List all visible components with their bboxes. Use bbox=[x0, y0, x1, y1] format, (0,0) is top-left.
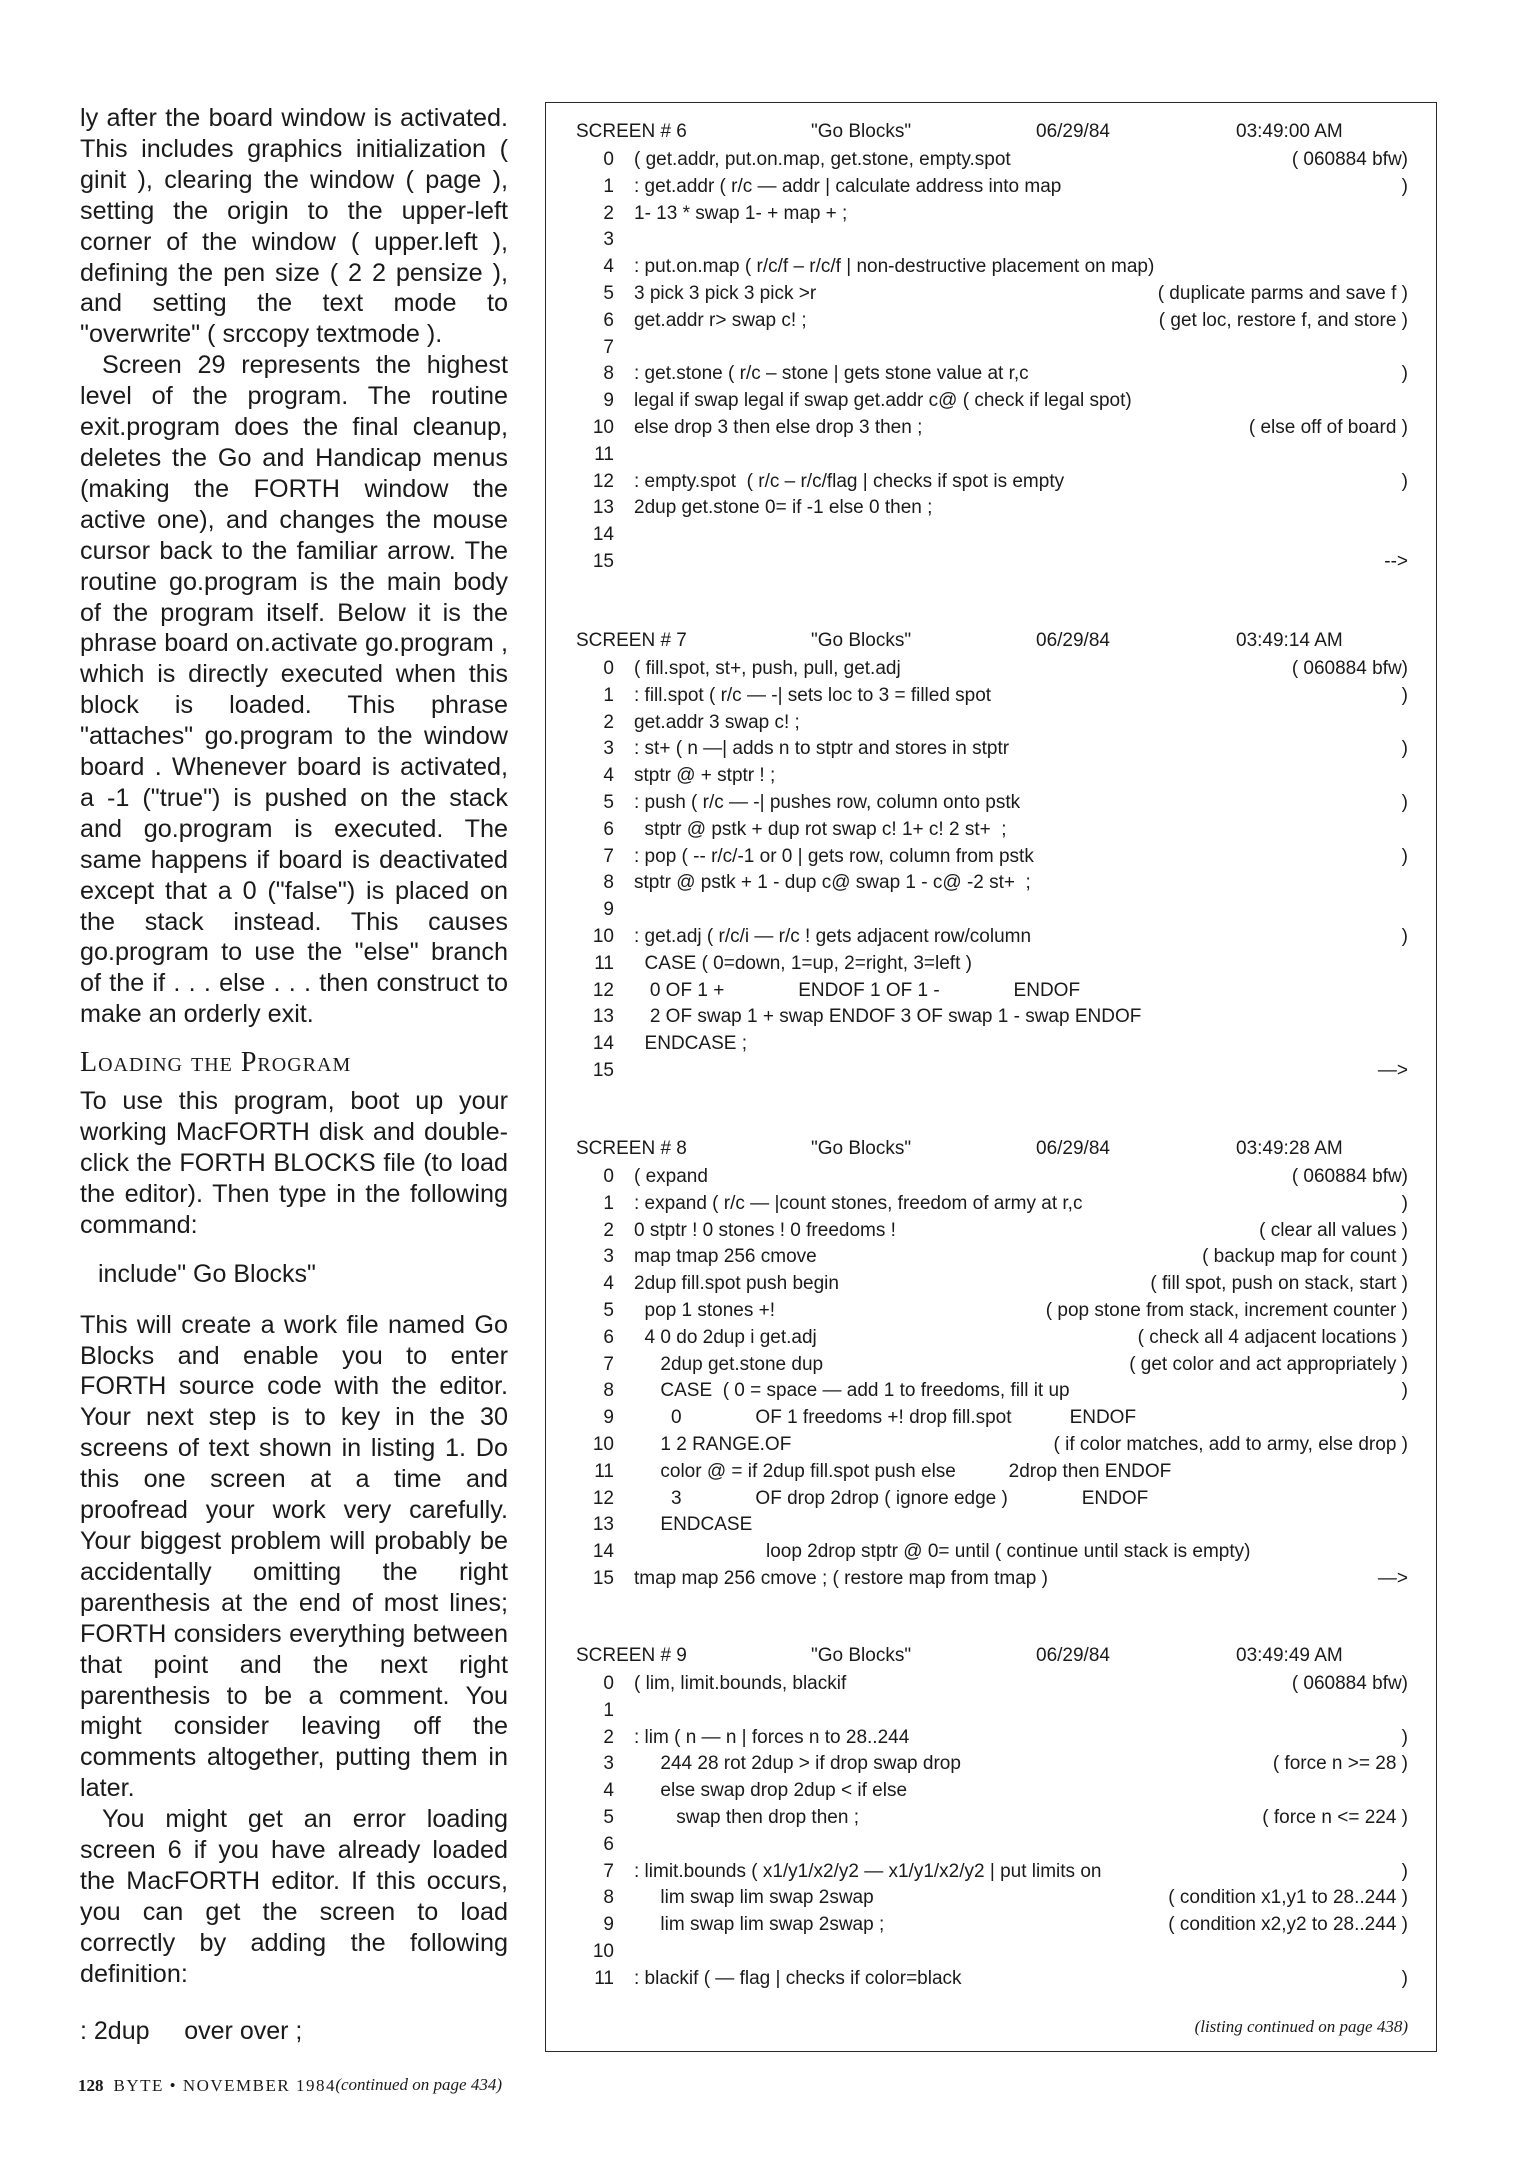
line-number: 0 bbox=[603, 658, 614, 679]
screen-number: SCREEN # 9 bbox=[576, 1645, 687, 1666]
command-example: include" Go Blocks" bbox=[98, 1259, 316, 1288]
line-number: 5 bbox=[603, 1299, 614, 1321]
line-number: 13 bbox=[592, 1514, 614, 1536]
line-number: 13 bbox=[592, 1006, 614, 1028]
code-text: CASE ( 0 = space — add 1 to freedoms, fill it up bbox=[634, 1380, 1070, 1402]
line-number: 0 bbox=[603, 1166, 614, 1187]
code-text: CASE ( 0=down, 1=up, 2=right, 3=left ) bbox=[634, 952, 972, 974]
code-comment: ( else off of board ) bbox=[1248, 416, 1408, 438]
code-line bbox=[576, 1539, 1416, 1566]
screen-number: SCREEN # 7 bbox=[576, 630, 687, 651]
code-comment: ) bbox=[1401, 684, 1408, 706]
code-comment: ( get loc, restore f, and store ) bbox=[1158, 309, 1408, 331]
code-text: get.addr r> swap c! ; bbox=[634, 309, 807, 331]
code-line bbox=[576, 388, 1416, 415]
screen-file: "Go Blocks" bbox=[811, 630, 912, 651]
code-line bbox=[576, 1939, 1416, 1966]
code-text: : st+ ( n —| adds n to stptr and stores in stptr bbox=[634, 738, 1010, 760]
code-line bbox=[576, 897, 1416, 924]
code-line bbox=[576, 1164, 1416, 1191]
code-text: 4 0 do 2dup i get.adj bbox=[634, 1326, 817, 1348]
code-text: tmap map 256 cmove ; ( restore map from tmap ) bbox=[634, 1567, 1048, 1589]
code-comment: ( pop stone from stack, increment counter ) bbox=[1045, 1299, 1408, 1321]
line-number: 11 bbox=[594, 952, 614, 974]
code-comment: ( 060884 bfw) bbox=[1291, 1673, 1408, 1694]
line-number: 5 bbox=[603, 791, 614, 813]
code-line bbox=[576, 817, 1416, 844]
code-line bbox=[576, 1325, 1416, 1352]
code-text: 2dup fill.spot push begin bbox=[634, 1273, 839, 1295]
line-number: 4 bbox=[603, 256, 614, 278]
code-line bbox=[576, 1805, 1416, 1832]
code-comment: ( 060884 bfw) bbox=[1291, 149, 1408, 170]
screen-time: 03:49:00 AM bbox=[1236, 121, 1343, 142]
line-number: 8 bbox=[603, 363, 614, 385]
paragraph: You might get an error loading screen 6 if you have already loaded the MacFORTH editor. If this occurs, you can get the screen to load correctly by adding the following definition: bbox=[80, 1805, 508, 1988]
code-comment: ) bbox=[1401, 791, 1408, 813]
code-text: legal if swap legal if swap get.addr c@ ( check if legal spot) bbox=[634, 390, 1132, 412]
line-number: 11 bbox=[594, 1967, 614, 1989]
code-line bbox=[576, 978, 1416, 1005]
code-text: 2 OF swap 1 + swap ENDOF 3 OF swap 1 - swap ENDOF bbox=[634, 1006, 1142, 1028]
code-comment: —> bbox=[1377, 1567, 1408, 1589]
code-line bbox=[576, 1271, 1416, 1298]
line-number: 1 bbox=[603, 1192, 614, 1214]
code-text: : empty.spot ( r/c – r/c/flag | checks if spot is empty bbox=[634, 470, 1065, 492]
code-comment: ) bbox=[1401, 738, 1408, 760]
screen-time: 03:49:49 AM bbox=[1236, 1645, 1343, 1666]
line-number: 8 bbox=[603, 1380, 614, 1402]
paragraph: This will create a work file named Go Blocks and enable you to enter FORTH source code with the editor. Your next step is to key in the 30 screens of text shown in listing 1. Do this one screen at a time and proofread your work very carefully. Your biggest problem will probably be accidentally omitting the right parenthesis at the end of most lines; FORTH considers everything between that point and the next right parenthesis to be a comment. You might consider leaving off the comments altogether, putting them in later. bbox=[80, 1310, 508, 1803]
code-line bbox=[576, 1885, 1416, 1912]
code-text: : push ( r/c — -| pushes row, column onto pstk bbox=[634, 791, 1021, 813]
line-number: 8 bbox=[603, 1887, 614, 1909]
code-text: : get.stone ( r/c – stone | gets stone value at r,c bbox=[634, 363, 1029, 385]
code-text: ENDCASE ; bbox=[634, 1033, 747, 1055]
code-comment: --> bbox=[1384, 550, 1408, 572]
code-comment: ) bbox=[1401, 1967, 1408, 1989]
code-line bbox=[576, 281, 1416, 308]
code-line bbox=[576, 1405, 1416, 1432]
line-number: 6 bbox=[603, 309, 614, 331]
line-number: 3 bbox=[603, 229, 614, 251]
screen-number: SCREEN # 6 bbox=[576, 121, 687, 142]
line-number: 5 bbox=[603, 1806, 614, 1828]
code-line bbox=[576, 924, 1416, 951]
code-comment: ) bbox=[1401, 1380, 1408, 1402]
code-comment: ) bbox=[1401, 363, 1408, 385]
code-comment: ( 060884 bfw) bbox=[1291, 658, 1408, 679]
line-number: 12 bbox=[592, 470, 614, 492]
code-line bbox=[576, 254, 1416, 281]
code-comment: ) bbox=[1401, 1860, 1408, 1882]
code-text: pop 1 stones +! bbox=[634, 1299, 776, 1321]
code-line bbox=[576, 1512, 1416, 1539]
code-comment: ( if color matches, add to army, else drop ) bbox=[1053, 1433, 1408, 1455]
code-line bbox=[576, 1218, 1416, 1245]
line-number: 0 bbox=[603, 1673, 614, 1694]
line-number: 14 bbox=[592, 1541, 614, 1563]
code-line bbox=[576, 174, 1416, 201]
screen-header bbox=[576, 628, 1416, 654]
code-line bbox=[576, 227, 1416, 254]
code-text: 0 stptr ! 0 stones ! 0 freedoms ! bbox=[634, 1219, 896, 1241]
code-text: color @ = if 2dup fill.spot push else 2drop then ENDOF bbox=[634, 1460, 1172, 1482]
screen-header bbox=[576, 1643, 1416, 1669]
code-line bbox=[576, 1671, 1416, 1698]
code-text: ( fill.spot, st+, push, pull, get.adj bbox=[634, 658, 901, 679]
code-text: swap then drop then ; bbox=[634, 1806, 859, 1828]
screen-number: SCREEN # 8 bbox=[576, 1138, 687, 1159]
code-text: 0 OF 1 + ENDOF 1 OF 1 - ENDOF bbox=[634, 979, 1081, 1001]
code-line bbox=[576, 522, 1416, 549]
code-text: 3 pick 3 pick 3 pick >r bbox=[634, 282, 817, 304]
code-text: : blackif ( — flag | checks if color=black bbox=[634, 1967, 962, 1989]
code-line bbox=[576, 1751, 1416, 1778]
line-number: 11 bbox=[594, 1460, 614, 1482]
line-number: 2 bbox=[603, 711, 614, 733]
code-text: 2dup get.stone 0= if -1 else 0 then ; bbox=[634, 497, 933, 519]
line-number: 4 bbox=[603, 1780, 614, 1802]
code-line bbox=[576, 1298, 1416, 1325]
code-definition: : 2dup over over ; bbox=[80, 2016, 303, 2045]
page-footer bbox=[78, 2076, 336, 2096]
code-comment: ) bbox=[1401, 175, 1408, 197]
code-line bbox=[576, 790, 1416, 817]
screen-date: 06/29/84 bbox=[1036, 1645, 1110, 1666]
line-number: 15 bbox=[592, 1059, 614, 1081]
code-text: : pop ( -- r/c/-1 or 0 | gets row, column from pstk bbox=[634, 845, 1034, 867]
code-line bbox=[576, 844, 1416, 871]
line-number: 7 bbox=[603, 336, 614, 358]
code-listing-box bbox=[545, 102, 1437, 2052]
line-number: 2 bbox=[603, 202, 614, 224]
code-line bbox=[576, 469, 1416, 496]
code-text: : fill.spot ( r/c — -| sets loc to 3 = filled spot bbox=[634, 684, 992, 706]
code-text: lim swap lim swap 2swap bbox=[634, 1887, 874, 1909]
code-line bbox=[576, 415, 1416, 442]
code-text: 3 OF drop 2drop ( ignore edge ) ENDOF bbox=[634, 1487, 1149, 1509]
code-line bbox=[576, 1486, 1416, 1513]
screen-date: 06/29/84 bbox=[1036, 121, 1110, 142]
code-comment: ) bbox=[1401, 1192, 1408, 1214]
code-text: stptr @ pstk + dup rot swap c! 1+ c! 2 st+ ; bbox=[634, 818, 1007, 840]
code-text: map tmap 256 cmove bbox=[634, 1246, 817, 1268]
code-line bbox=[576, 308, 1416, 335]
line-number: 6 bbox=[603, 1833, 614, 1855]
line-number: 7 bbox=[603, 1353, 614, 1375]
line-number: 7 bbox=[603, 845, 614, 867]
code-text: lim swap lim swap 2swap ; bbox=[634, 1914, 885, 1936]
line-number: 10 bbox=[592, 925, 614, 947]
listing-screen bbox=[576, 628, 1416, 1085]
line-number: 10 bbox=[592, 1940, 614, 1962]
code-line bbox=[576, 656, 1416, 683]
continuation-note: (continued on page 434) bbox=[335, 2075, 502, 2095]
code-line bbox=[576, 201, 1416, 228]
screen-date: 06/29/84 bbox=[1036, 1138, 1110, 1159]
code-comment: ( get color and act appropriately ) bbox=[1129, 1353, 1408, 1375]
code-comment: ( force n <= 224 ) bbox=[1262, 1806, 1408, 1828]
screen-file: "Go Blocks" bbox=[811, 121, 912, 142]
code-line bbox=[576, 1832, 1416, 1859]
code-line bbox=[576, 1698, 1416, 1725]
paragraph: ly after the board window is activated. This includes graphics initialization ( ginit ), clearing the window ( page ), setting the origin to the upper-left corner of the window ( upper.left ), defining the pen size ( 2 2 pensize ), and setting the text mode to "overwrite" ( srccopy textmode ). bbox=[80, 104, 508, 349]
code-line bbox=[576, 335, 1416, 362]
line-number: 11 bbox=[594, 443, 614, 465]
code-text: 244 28 rot 2dup > if drop swap drop bbox=[634, 1753, 961, 1775]
code-line bbox=[576, 1031, 1416, 1058]
code-line bbox=[576, 870, 1416, 897]
code-line bbox=[576, 1778, 1416, 1805]
line-number: 8 bbox=[603, 872, 614, 894]
code-comment: ( duplicate parms and save f ) bbox=[1157, 282, 1408, 304]
code-text: stptr @ + stptr ! ; bbox=[634, 765, 776, 787]
line-number: 14 bbox=[592, 1033, 614, 1055]
code-line bbox=[576, 683, 1416, 710]
code-comment: ( fill spot, push on stack, start ) bbox=[1150, 1273, 1408, 1295]
code-text: stptr @ pstk + 1 - dup c@ swap 1 - c@ -2 st+ ; bbox=[634, 872, 1031, 894]
line-number: 13 bbox=[592, 497, 614, 519]
line-number: 10 bbox=[592, 1433, 614, 1455]
code-comment: ( backup map for count ) bbox=[1202, 1246, 1408, 1268]
code-text: get.addr 3 swap c! ; bbox=[634, 711, 800, 733]
code-comment: ) bbox=[1401, 925, 1408, 947]
code-line bbox=[576, 549, 1416, 576]
code-text: ( lim, limit.bounds, blackif bbox=[634, 1673, 847, 1694]
code-line bbox=[576, 442, 1416, 469]
code-text: 1 2 RANGE.OF bbox=[634, 1433, 792, 1455]
screen-header bbox=[576, 119, 1416, 145]
line-number: 2 bbox=[603, 1219, 614, 1241]
line-number: 12 bbox=[592, 979, 614, 1001]
code-comment: ) bbox=[1401, 470, 1408, 492]
line-number: 12 bbox=[592, 1487, 614, 1509]
code-text: 1- 13 * swap 1- + map + ; bbox=[634, 202, 848, 224]
screen-file: "Go Blocks" bbox=[811, 1138, 912, 1159]
screen-time: 03:49:28 AM bbox=[1236, 1138, 1343, 1159]
code-line bbox=[576, 1859, 1416, 1886]
line-number: 10 bbox=[592, 416, 614, 438]
line-number: 9 bbox=[603, 390, 614, 412]
line-number: 3 bbox=[603, 1246, 614, 1268]
line-number: 5 bbox=[603, 282, 614, 304]
line-number: 3 bbox=[603, 738, 614, 760]
code-text: ( expand bbox=[634, 1166, 708, 1187]
code-line bbox=[576, 763, 1416, 790]
code-comment: ) bbox=[1401, 845, 1408, 867]
code-line bbox=[576, 1378, 1416, 1405]
code-comment: ( check all 4 adjacent locations ) bbox=[1137, 1326, 1408, 1348]
code-text: 0 OF 1 freedoms +! drop fill.spot ENDOF bbox=[634, 1407, 1137, 1429]
code-comment: ) bbox=[1401, 1726, 1408, 1748]
code-line bbox=[576, 147, 1416, 174]
code-text: ( get.addr, put.on.map, get.stone, empty.spot bbox=[634, 149, 1011, 170]
screen-header bbox=[576, 1136, 1416, 1162]
line-number: 15 bbox=[592, 550, 614, 572]
listing-continuation-note: (listing continued on page 438) bbox=[1194, 2017, 1408, 2036]
publication-line: BYTE • NOVEMBER 1984 bbox=[113, 2076, 336, 2095]
line-number: 1 bbox=[603, 1699, 614, 1721]
listing-screen bbox=[576, 1643, 1416, 1993]
code-line bbox=[576, 361, 1416, 388]
code-text: else swap drop 2dup < if else bbox=[634, 1780, 908, 1802]
section-heading: Loading the Program bbox=[80, 1047, 352, 1079]
code-line bbox=[576, 1966, 1416, 1993]
paragraph: To use this program, boot up your working MacFORTH disk and double-click the FORTH BLOCKS file (to load the editor). Then type in the following command: bbox=[80, 1087, 508, 1239]
line-number: 6 bbox=[603, 818, 614, 840]
code-comment: ( clear all values ) bbox=[1259, 1219, 1408, 1241]
line-number: 3 bbox=[603, 1753, 614, 1775]
code-line bbox=[576, 1432, 1416, 1459]
code-line bbox=[576, 495, 1416, 522]
line-number: 7 bbox=[603, 1860, 614, 1882]
code-comment: ( 060884 bfw) bbox=[1291, 1166, 1408, 1187]
code-line bbox=[576, 1058, 1416, 1085]
code-text: else drop 3 then else drop 3 then ; bbox=[634, 416, 923, 438]
paragraph: Screen 29 represents the highest level of the program. The routine exit.program does the final cleanup, deletes the Go and Handicap menus (making the FORTH window the active one), and changes the mouse cursor back to the familiar arrow. The routine go.program is the main body of the program itself. Below it is the phrase board on.activate go.program , which is directly executed when this block is loaded. This phrase "attaches" go.program to the window board . Whenever board is activated, a -1 ("true") is pushed on the stack and go.program is executed. The same happens if board is deactivated except that a 0 ("false") is placed on the stack instead. This causes go.program to use the "else" branch of the if . . . else . . . then construct to make an orderly exit. bbox=[80, 351, 508, 1029]
code-text: : get.addr ( r/c — addr | calculate address into map bbox=[634, 175, 1062, 197]
line-number: 4 bbox=[603, 765, 614, 787]
line-number: 9 bbox=[603, 899, 614, 921]
code-text: : limit.bounds ( x1/y1/x2/y2 — x1/y1/x2/y2 | put limits on bbox=[634, 1860, 1102, 1882]
code-line bbox=[576, 1352, 1416, 1379]
code-text: : put.on.map ( r/c/f – r/c/f | non-destructive placement on map) bbox=[634, 256, 1155, 278]
line-number: 4 bbox=[603, 1273, 614, 1295]
code-line bbox=[576, 1244, 1416, 1271]
code-text: 2dup get.stone dup bbox=[634, 1353, 824, 1375]
article-text-column bbox=[80, 103, 508, 2101]
code-comment: —> bbox=[1377, 1059, 1408, 1081]
code-line bbox=[576, 1566, 1416, 1593]
line-number: 9 bbox=[603, 1914, 614, 1936]
code-line bbox=[576, 1459, 1416, 1486]
code-text: : get.adj ( r/c/i — r/c ! gets adjacent row/column bbox=[634, 925, 1032, 947]
code-line bbox=[576, 1912, 1416, 1939]
line-number: 2 bbox=[603, 1726, 614, 1748]
line-number: 6 bbox=[603, 1326, 614, 1348]
code-line bbox=[576, 1004, 1416, 1031]
screen-date: 06/29/84 bbox=[1036, 630, 1110, 651]
code-line bbox=[576, 736, 1416, 763]
code-text: ENDCASE bbox=[634, 1514, 753, 1536]
line-number: 1 bbox=[603, 175, 614, 197]
line-number: 1 bbox=[603, 684, 614, 706]
code-line bbox=[576, 951, 1416, 978]
line-number: 9 bbox=[603, 1407, 614, 1429]
code-line bbox=[576, 1191, 1416, 1218]
listing-screen bbox=[576, 1136, 1416, 1593]
screen-time: 03:49:14 AM bbox=[1236, 630, 1343, 651]
line-number: 15 bbox=[592, 1567, 614, 1589]
line-number: 0 bbox=[603, 149, 614, 170]
code-text: : expand ( r/c — |count stones, freedom of army at r,c bbox=[634, 1192, 1083, 1214]
code-comment: ( condition x2,y2 to 28..244 ) bbox=[1168, 1914, 1408, 1936]
code-text: : lim ( n — n | forces n to 28..244 bbox=[634, 1726, 910, 1748]
code-line bbox=[576, 1725, 1416, 1752]
page-number: 128 bbox=[78, 2076, 104, 2095]
screen-file: "Go Blocks" bbox=[811, 1645, 912, 1666]
code-comment: ( force n >= 28 ) bbox=[1272, 1753, 1408, 1775]
line-number: 14 bbox=[592, 524, 614, 546]
code-comment: ( condition x1,y1 to 28..244 ) bbox=[1168, 1887, 1408, 1909]
code-text: loop 2drop stptr @ 0= until ( continue until stack is empty) bbox=[634, 1541, 1251, 1563]
listing-screen bbox=[576, 119, 1416, 576]
code-line bbox=[576, 710, 1416, 737]
